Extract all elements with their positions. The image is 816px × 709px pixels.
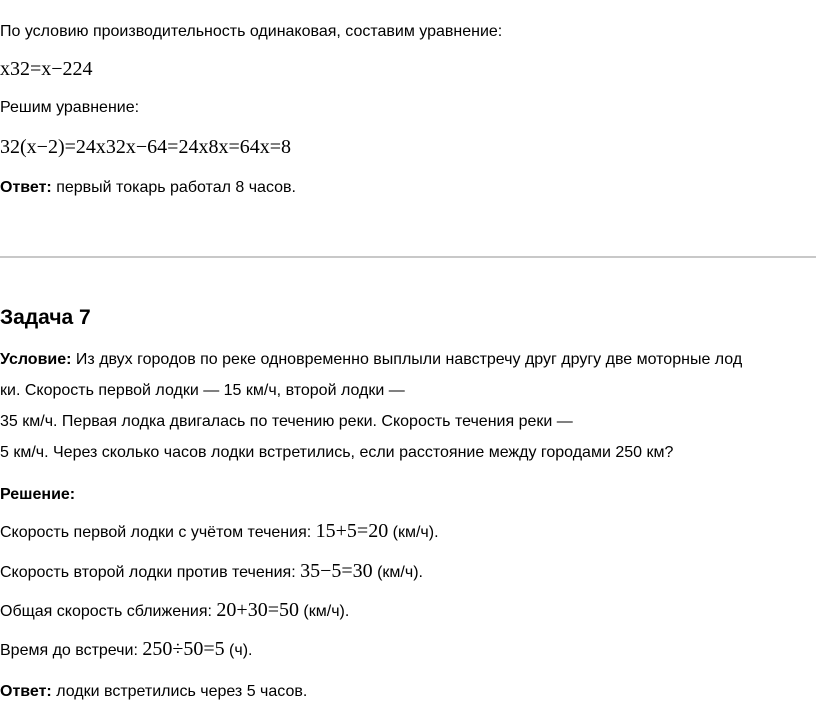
step-unit: (км/ч). [388,524,439,541]
answer-text: лодки встретились через 5 часов. [51,683,308,700]
step-3 [0,600,349,622]
answer-label: Ответ: [0,179,52,196]
intro-line: По условию производительность одинаковая, составим уравнение: [0,23,503,40]
intro-answer [0,178,296,198]
condition-label: Условие: [0,351,72,368]
step-text: Время до встречи: [0,642,143,659]
step-text: Общая скорость сближения: [0,603,217,620]
section-divider [0,256,816,258]
answer-label: Ответ: [0,683,52,700]
task-answer [0,682,307,702]
equation-1: x32=x−224 [0,58,93,80]
step-unit: (ч). [224,642,253,659]
step-expr: 250÷50=5 [142,638,225,660]
step-1 [0,521,439,543]
step-unit: (км/ч). [298,603,350,620]
step-4 [0,639,253,661]
step-expr: 20+30=50 [216,599,299,621]
step-text: Скорость второй лодки против течения: [0,564,301,581]
step-unit: (км/ч). [372,564,423,581]
step-2 [0,561,423,583]
step-expr: 35−5=30 [300,560,373,582]
answer-text: первый токарь работал 8 часов. [51,179,296,196]
condition-text: Из двух городов по реке одновременно выплыли навстречу друг другу две моторные лод [71,351,743,368]
condition-line-4: 5 км/ч. Через сколько часов лодки встретились, если расстояние между городами 250 км? [0,444,674,461]
solution-label [0,485,75,505]
solution-label-text: Решение: [0,486,76,503]
intro-text [0,22,502,42]
equation-2: 32(x−2)=24x32x−64=24x8x=64x=8 [0,136,291,158]
condition-line-2: ки. Скорость первой лодки — 15 км/ч, второй лодки — [0,382,405,399]
condition-line-1 [0,350,742,370]
solve-label: Решим уравнение: [0,99,140,116]
condition-line-3: 35 км/ч. Первая лодка двигалась по течению реки. Скорость течения реки — [0,413,573,430]
task-heading: Задача 7 [0,306,91,329]
step-text: Скорость первой лодки с учётом течения: [0,524,316,541]
step-expr: 15+5=20 [315,520,389,542]
